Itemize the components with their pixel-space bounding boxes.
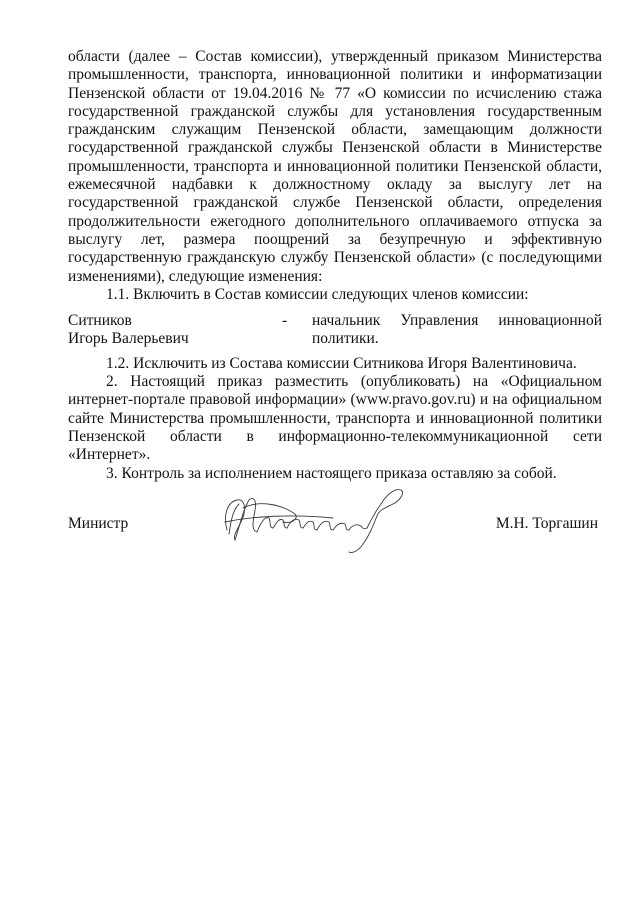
intro-paragraph: области (далее – Состав комиссии), утвержденный приказом Министерства промышленности, транспорта, инновационной политики и информатизации Пензенской области от 19.04.2016 № 77 «О комиссии по исчислению стажа государственной гражданской службы для установления государственным гражданским служащим Пензенской области, замещающим должности государственной гражданской службы Пензенской области в Министерстве промышленности, транспорта и инновационной политики Пензенской области, ежемесячной надбавки к должностному окладу за выслугу лет на государственной гражданской службе Пензенской области, определения продолжительности ежегодного дополнительного оплачиваемого отпуска за выслугу лет, размера поощрений за безупречную и эффективную государственную гражданскую службу Пензенской области» (с последующими изменениями), следующие изменения: — [68, 48, 602, 285]
item-3: 3. Контроль за исполнением настоящего приказа оставляю за собой. — [106, 464, 557, 482]
member-name — [68, 312, 282, 349]
member-surname: Ситников — [68, 312, 132, 330]
signatory-name: М.Н. Торгашин — [495, 515, 598, 532]
member-given-names: Игорь Валерьевич — [68, 330, 189, 348]
item-2: 2. Настоящий приказ разместить (опубликовать) на «Официальном интернет-портале правовой информации» (www.pravo.gov.ru) и на официальном сайте Министерства промышленности, транспорта и инновационной политики Пензенской области в информационно-телекоммуникационной сети «Интернет». — [68, 373, 602, 464]
member-dash: - — [282, 312, 288, 330]
item-1-2: 1.2. Исключить из Состава комиссии Ситникова Игоря Валентиновича. — [106, 354, 577, 372]
item-1-1: 1.1. Включить в Состав комиссии следующих членов комиссии: — [106, 285, 529, 303]
member-position: начальник Управления инновационной политики. — [312, 312, 602, 348]
handwritten-signature — [213, 470, 413, 560]
signatory-title: Министр — [68, 515, 129, 532]
member-entry — [68, 312, 602, 349]
document-body — [68, 48, 602, 483]
